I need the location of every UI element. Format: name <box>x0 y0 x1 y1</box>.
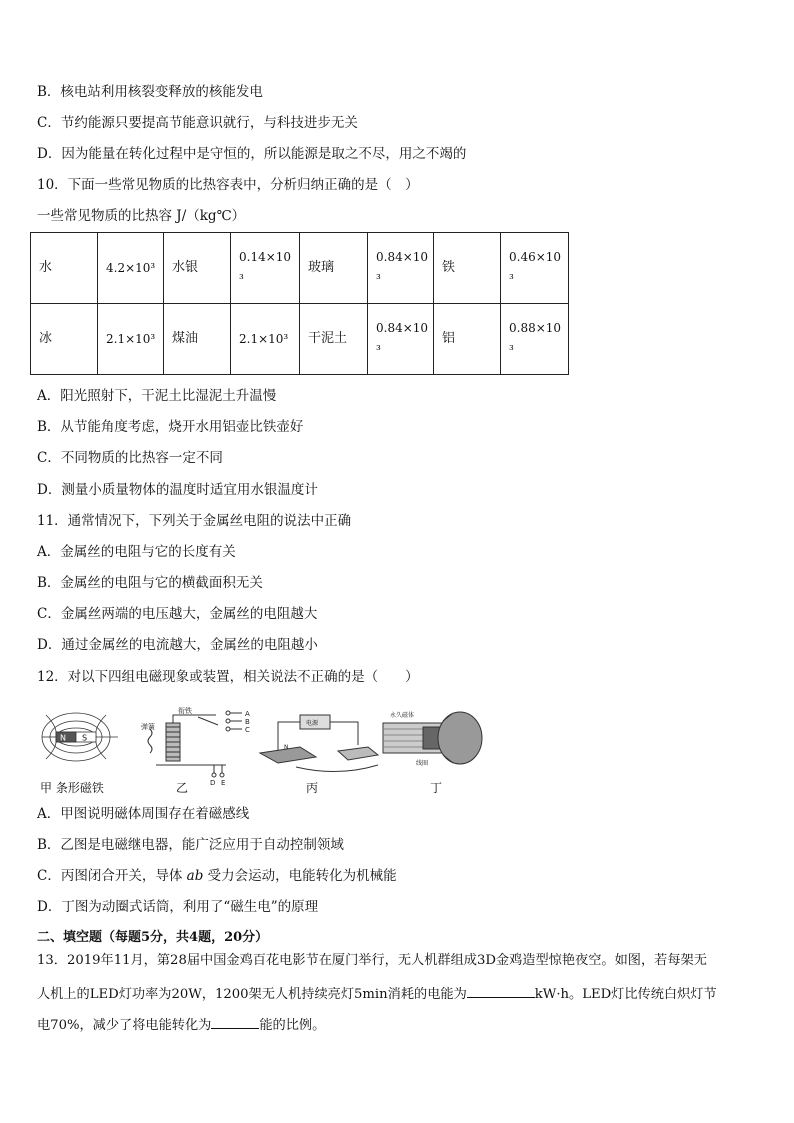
table-cell: 煤油 <box>164 304 231 375</box>
bing-n-label: N <box>284 744 289 751</box>
question-12: 12．对以下四组电磁现象或装置，相关说法不正确的是（ ） <box>37 669 419 685</box>
coil-label: 线圈 <box>416 760 429 767</box>
cell-value: 0.46×10³ <box>509 250 562 286</box>
question-13-line2 <box>37 983 717 1004</box>
question-13-line1: 13．2019年11月，第28届中国金鸡百花电影节在厦门举行，无人机群组成3D金鸡造型惊艳夜空。如图，若每架无 <box>37 953 707 968</box>
question-13-line2-post: kW·h。LED灯比传统白炽灯节 <box>534 987 717 1002</box>
option-11d: D．通过金属丝的电流越大，金属丝的电阻越小 <box>37 637 318 653</box>
table-cell <box>501 304 569 375</box>
option-12c-post: 受力会运动，电能转化为机械能 <box>207 868 397 884</box>
option-12b: B．乙图是电磁继电器，能广泛应用于自动控制领域 <box>37 837 344 853</box>
section-heading: 二、填空题（每题5分，共4题，20分） <box>37 930 269 945</box>
cell-value: 0.14×10³ <box>239 250 292 286</box>
conductor-ab: ab <box>186 868 204 884</box>
relay-e-label: E <box>221 779 226 787</box>
relay-b-label: B <box>245 718 250 726</box>
question-13-line3-pre: 电70%，减少了将电能转化为 <box>37 1018 212 1033</box>
specific-heat-table <box>30 232 569 375</box>
figure-label-ding: 丁 <box>430 781 443 795</box>
question-10: 10．下面一些常见物质的比热容表中，分析归纳正确的是（ ） <box>37 177 419 193</box>
table-cell: 铝 <box>434 304 501 375</box>
option-11a: A．金属丝的电阻与它的长度有关 <box>37 544 236 560</box>
bar-magnet-figure <box>42 713 118 761</box>
option-12c <box>37 867 397 885</box>
microphone-figure <box>383 712 482 764</box>
option-12c-pre: C．丙图闭合开关，导体 <box>37 868 183 884</box>
figures-illustration <box>38 705 488 800</box>
answer-blank-energy[interactable] <box>467 983 535 998</box>
table-row <box>31 304 569 375</box>
option-10c: C．不同物质的比热容一定不同 <box>37 450 223 466</box>
relay-d-label: D <box>210 779 216 787</box>
option-11b: B．金属丝的电阻与它的横截面积无关 <box>37 575 263 591</box>
table-cell: 冰 <box>31 304 98 375</box>
source-label: 电源 <box>306 720 319 727</box>
table-cell <box>368 304 434 375</box>
option-12d: D．丁图为动圈式话筒，利用了“磁生电”的原理 <box>37 899 319 915</box>
option-10b: B．从节能角度考虑，烧开水用铝壶比铁壶好 <box>37 419 304 435</box>
table-cell: 水银 <box>164 233 231 304</box>
table-caption: 一些常见物质的比热容 J/（kg℃） <box>37 208 246 224</box>
cell-value: 0.84×10³ <box>376 321 429 357</box>
question-13-line3-post: 能的比例。 <box>259 1018 326 1033</box>
cell-value: 2.1×10³ <box>239 331 289 346</box>
table-cell <box>368 233 434 304</box>
table-cell: 水 <box>31 233 98 304</box>
magnet-s-label: S <box>82 733 88 743</box>
cell-value: 0.88×10³ <box>509 321 562 357</box>
relay-a-label: A <box>245 710 250 718</box>
relay-spring-label: 弹簧 <box>141 723 155 731</box>
cell-value: 2.1×10³ <box>106 331 156 346</box>
relay-figure <box>148 711 242 777</box>
table-cell <box>501 233 569 304</box>
table-cell <box>98 233 164 304</box>
option-12a: A．甲图说明磁体周围存在着磁感线 <box>37 806 250 822</box>
option-9d: D．因为能量在转化过程中是守恒的，所以能源是取之不尽，用之不竭的 <box>37 146 467 162</box>
option-10d: D．测量小质量物体的温度时适宜用水银温度计 <box>37 482 318 498</box>
table-row <box>31 233 569 304</box>
question-13-line3 <box>37 1014 325 1035</box>
table-cell: 铁 <box>434 233 501 304</box>
cell-value: 4.2×10³ <box>106 260 156 275</box>
question-11: 11．通常情况下，下列关于金属丝电阻的说法中正确 <box>37 513 352 529</box>
table-cell <box>231 233 300 304</box>
cell-value: 0.84×10³ <box>376 250 429 286</box>
magnet-n-label: N <box>60 733 66 743</box>
table-cell: 干泥土 <box>300 304 368 375</box>
relay-c-label: C <box>245 726 250 734</box>
relay-iron-label: 衔铁 <box>178 707 192 715</box>
figure-label-bing: 丙 <box>306 781 319 795</box>
question-13-line2-pre: 人机上的LED灯功率为20W，1200架无人机持续亮灯5min消耗的电能为 <box>37 987 467 1002</box>
option-9c: C．节约能源只要提高节能意识就行，与科技进步无关 <box>37 115 358 131</box>
option-10a: A．阳光照射下，干泥土比湿泥土升温慢 <box>37 388 277 404</box>
figure-label-jia: 甲 条形磁铁 <box>40 781 104 795</box>
figure-label-yi: 乙 <box>176 781 189 795</box>
option-11c: C．金属丝两端的电压越大，金属丝的电阻越大 <box>37 606 318 622</box>
option-9b: B．核电站利用核裂变释放的核能发电 <box>37 84 263 100</box>
table-cell <box>98 304 164 375</box>
motor-circuit-figure <box>260 715 378 772</box>
electromagnetic-figures <box>38 705 488 800</box>
permanent-magnet-label: 永久磁体 <box>390 712 415 719</box>
answer-blank-form[interactable] <box>211 1014 259 1029</box>
table-cell <box>231 304 300 375</box>
table-cell: 玻璃 <box>300 233 368 304</box>
